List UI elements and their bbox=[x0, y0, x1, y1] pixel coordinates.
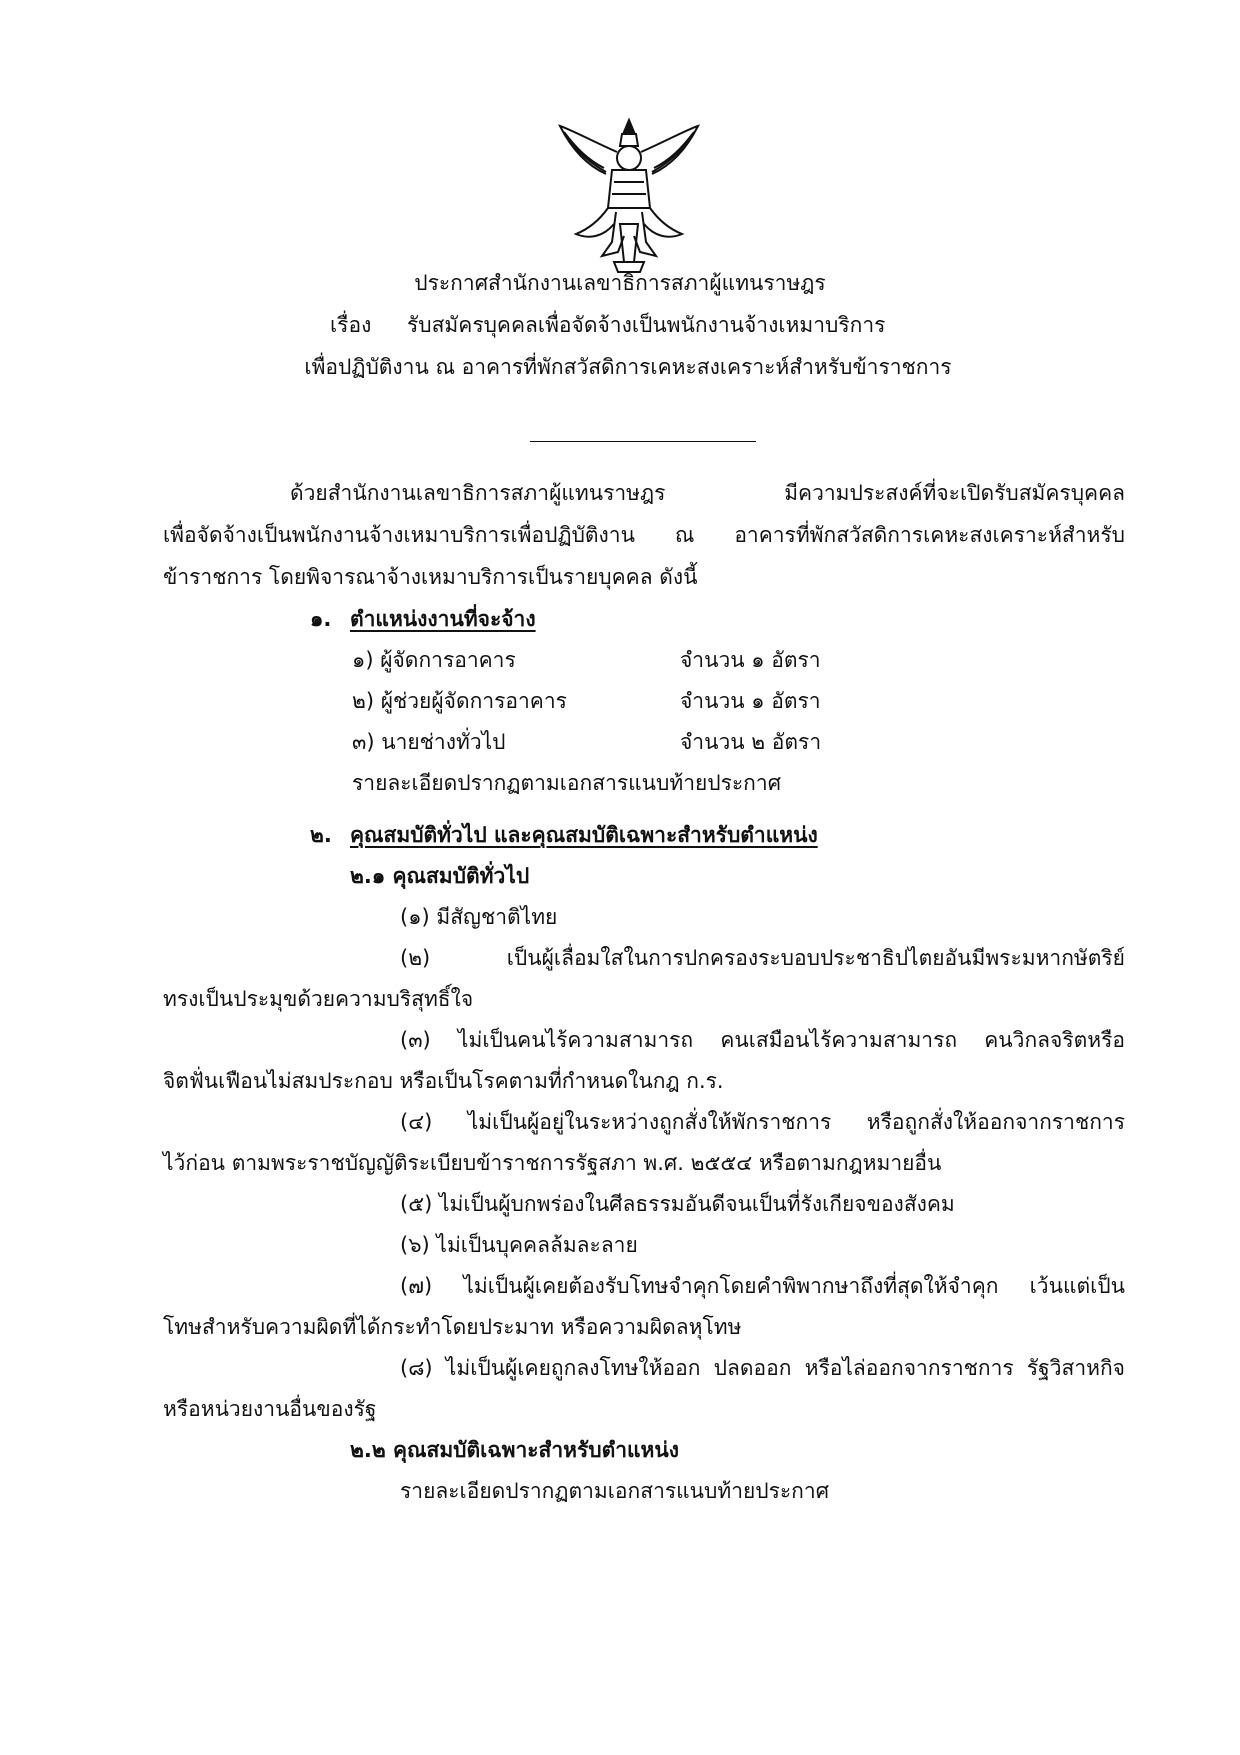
position-count: จำนวน ๑ อัตรา bbox=[680, 689, 821, 713]
position-count: จำนวน ๒ อัตรา bbox=[680, 730, 822, 754]
qualification-item-cont: หรือหน่วยงานอื่นของรัฐ bbox=[163, 1397, 377, 1421]
position-name: ๒) ผู้ช่วยผู้จัดการอาคาร bbox=[352, 689, 567, 713]
subject-text: รับสมัครบุคคลเพื่อจัดจ้างเป็นพนักงานจ้างเหมาบริการ bbox=[407, 313, 886, 337]
position-name: ๓) นายช่างทั่วไป bbox=[352, 730, 506, 754]
section2-number: ๒. bbox=[310, 823, 332, 847]
section2-1-title: ๒.๑ คุณสมบัติทั่วไป bbox=[350, 864, 530, 888]
title-divider bbox=[530, 441, 756, 442]
qualification-item: (๕) ไม่เป็นผู้บกพร่องในศีลธรรมอันดีจนเป็นที่รังเกียจของสังคม bbox=[400, 1192, 955, 1216]
section2-2-title: ๒.๒ คุณสมบัติเฉพาะสำหรับตำแหน่ง bbox=[350, 1438, 680, 1462]
qualification-item: (๘) ไม่เป็นผู้เคยถูกลงโทษให้ออก ปลดออก หรือไล่ออกจากราชการ รัฐวิสาหกิจ bbox=[400, 1356, 1125, 1380]
qualification-item: (๗) ไม่เป็นผู้เคยต้องรับโทษจำคุกโดยคำพิพากษาถึงที่สุดให้จำคุก เว้นแต่เป็น bbox=[400, 1274, 1125, 1298]
qualification-item-cont: จิตฟั่นเฟือนไม่สมประกอบ หรือเป็นโรคตามที่กำหนดในกฎ ก.ร. bbox=[163, 1069, 724, 1093]
section1-number: ๑. bbox=[310, 607, 332, 631]
subject-label: เรื่อง bbox=[330, 313, 372, 337]
qualification-item: (๔) ไม่เป็นผู้อยู่ในระหว่างถูกสั่งให้พักราชการ หรือถูกสั่งให้ออกจากราชการ bbox=[400, 1110, 1125, 1134]
qualification-item-cont: โทษสำหรับความผิดที่ได้กระทำโดยประมาท หรือความผิดลหุโทษ bbox=[163, 1315, 742, 1339]
subject-text-line2: เพื่อปฏิบัติงาน ณ อาคารที่พักสวัสดิการเคหะสงเคราะห์สำหรับข้าราชการ bbox=[304, 355, 952, 379]
intro-line-2: เพื่อจัดจ้างเป็นพนักงานจ้างเหมาบริการเพื่อปฏิบัติงาน ณ อาคารที่พักสวัสดิการเคหะสงเคราะห์สำหรับ bbox=[163, 523, 1125, 547]
position-name: ๑) ผู้จัดการอาคาร bbox=[352, 648, 516, 672]
section2-2-note: รายละเอียดปรากฏตามเอกสารแนบท้ายประกาศ bbox=[400, 1479, 830, 1503]
section2-title: คุณสมบัติทั่วไป และคุณสมบัติเฉพาะสำหรับตำแหน่ง bbox=[350, 823, 818, 847]
section1-note: รายละเอียดปรากฏตามเอกสารแนบท้ายประกาศ bbox=[352, 771, 782, 795]
intro-line-3: ข้าราชการ โดยพิจารณาจ้างเหมาบริการเป็นรายบุคคล ดังนี้ bbox=[163, 565, 698, 589]
qualification-item: (๑) มีสัญชาติไทย bbox=[400, 905, 558, 929]
section1-title: ตำแหน่งงานที่จะจ้าง bbox=[350, 607, 536, 631]
position-count: จำนวน ๑ อัตรา bbox=[680, 648, 821, 672]
qualification-item-cont: ทรงเป็นประมุขด้วยความบริสุทธิ์ใจ bbox=[163, 987, 474, 1011]
qualification-item: (๒) เป็นผู้เลื่อมใสในการปกครองระบอบประชาธิปไตยอันมีพระมหากษัตริย์ bbox=[400, 946, 1125, 970]
qualification-item: (๓) ไม่เป็นคนไร้ความสามารถ คนเสมือนไร้ความสามารถ คนวิกลจริตหรือ bbox=[400, 1028, 1125, 1052]
garuda-emblem-icon bbox=[554, 112, 704, 282]
intro-line-1: ด้วยสำนักงานเลขาธิการสภาผู้แทนราษฎร มีความประสงค์ที่จะเปิดรับสมัครบุคคล bbox=[290, 481, 1125, 505]
announcement-title: ประกาศสำนักงานเลขาธิการสภาผู้แทนราษฎร bbox=[414, 271, 826, 295]
qualification-item: (๖) ไม่เป็นบุคคลล้มละลาย bbox=[400, 1233, 638, 1257]
qualification-item-cont: ไว้ก่อน ตามพระราชบัญญัติระเบียบข้าราชการรัฐสภา พ.ศ. ๒๕๕๔ หรือตามกฎหมายอื่น bbox=[163, 1151, 942, 1175]
